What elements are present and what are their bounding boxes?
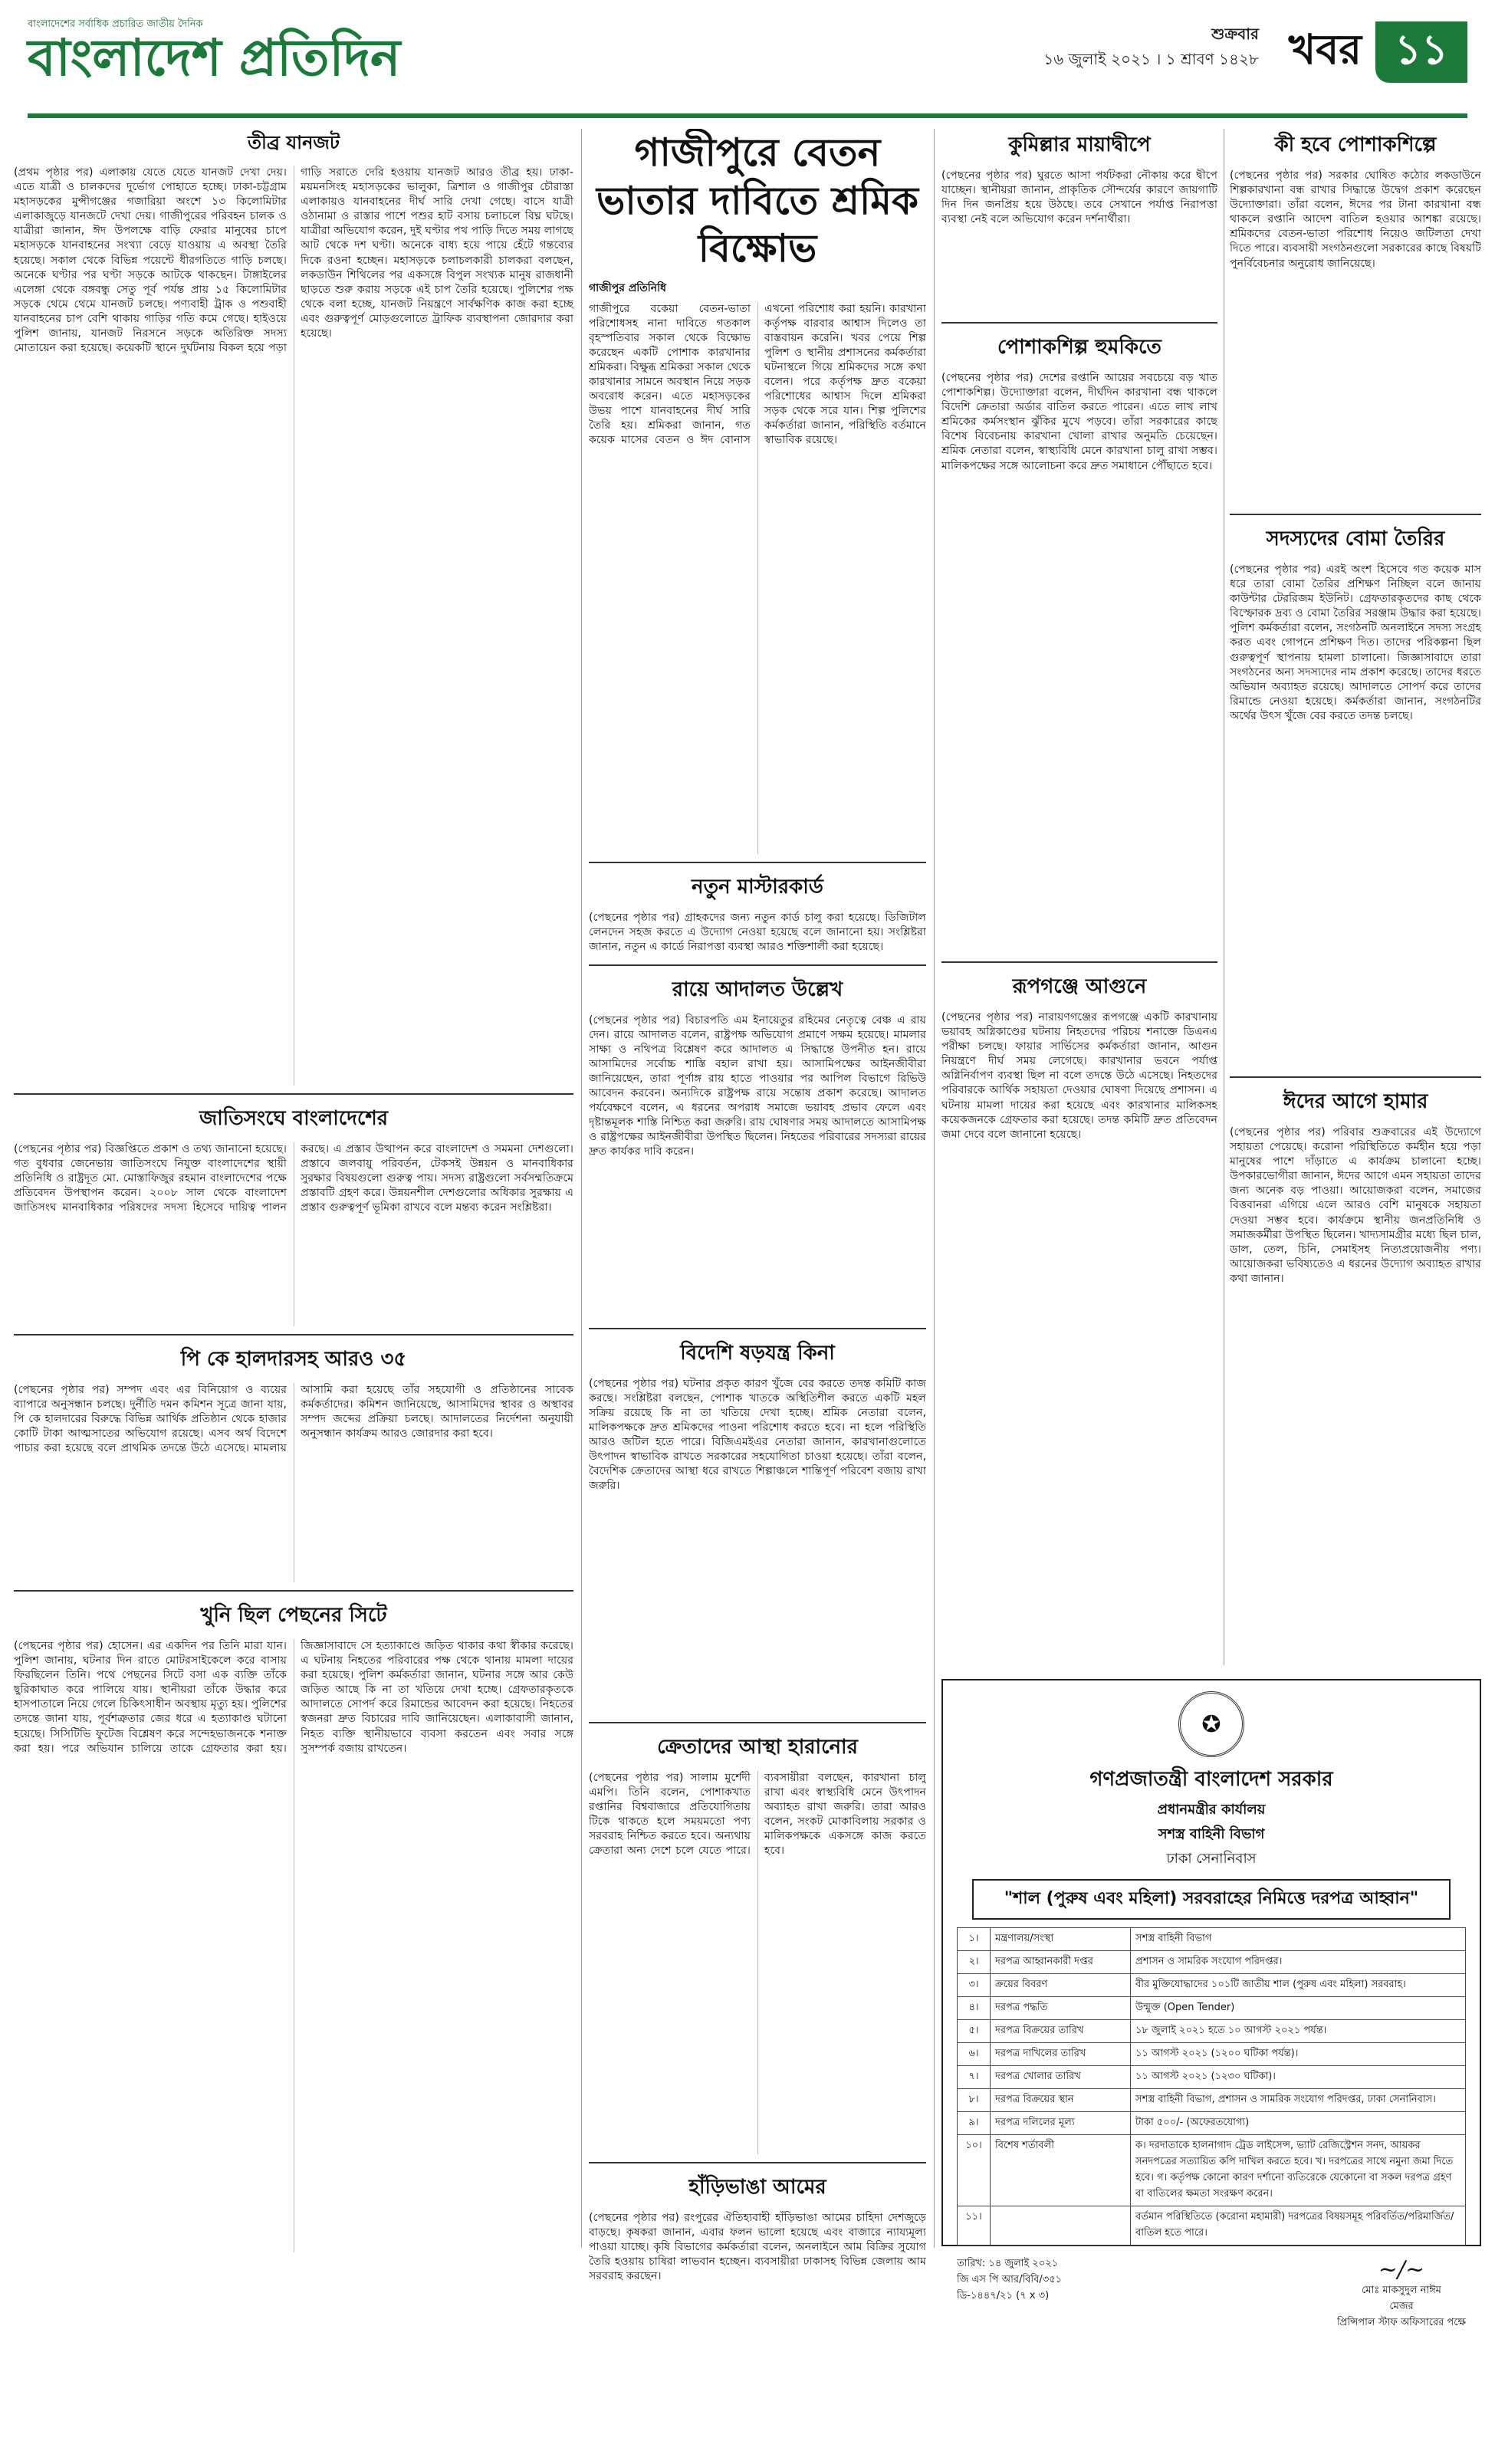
tender-row — [958, 2066, 1466, 2089]
column-rule — [581, 129, 582, 2248]
tender-cell-v: প্রশাসন ও সামরিক সংযোগ পরিদপ্তর। — [1131, 1951, 1466, 1974]
story-body: (পেছনের পৃষ্ঠার পর) ঘুরতে আসা পর্যটকরা নৌকায় করে দ্বীপে যাচ্ছেন। স্থানীয়রা জানান, প্রাকৃতিক সৌন্দর্যের কারণে জায়গাটি দিন দিন জনপ্রিয় হয়ে উঠছে। তবে সেখানে পর্যাপ্ত নিরাপত্তা ব্যবস্থা নেই বলে অভিযোগ করেন দর্শনার্থীরা। — [941, 169, 1217, 226]
tender-cell-n: ৪। — [958, 1997, 991, 2020]
story-headline: খুনি ছিল পেছনের সিটে — [200, 1604, 387, 1627]
divider — [589, 2162, 926, 2163]
story-headline: নতুন মাস্টারকার্ড — [692, 875, 823, 899]
story-headline: সদস্যদের বোমা তৈরির — [1266, 527, 1445, 550]
ad-ref: ডি-১৪৪৭/২১ (৭ x ৩) — [957, 2290, 1050, 2301]
tender-cell-n: ২। — [958, 1951, 991, 1974]
masthead-rule — [28, 113, 1467, 118]
tender-cell-k: বিশেষ শর্তাবলী — [991, 2135, 1131, 2206]
story-body: (পেছনের পৃষ্ঠার পর) বিজ্ঞপ্তিতে প্রকাশ ও তথ্য জানানো হয়েছে। গত বুধবার জেনেভায় জাতিসংঘে নিযুক্ত বাংলাদেশের স্থায়ী প্রতিনিধি ও রাষ্ট্রদূত মো. মোস্তাফিজুর রহমান বাংলাদেশের পক্ষে প্রতিবেদন উপস্থাপন করেন। ২০০৮ সাল থেকে বাংলাদেশ জাতিসংঘ মানবাধিকার পরিষদের সদস্য হিসেবে দায়িত্ব পালন করছে। এ প্রস্তাব উত্থাপন করে বাংলাদেশ ও সমমনা দেশগুলো। প্রস্তাবে জলবায়ু পরিবর্তন, টেকসই উন্নয়ন ও মানবাধিকার সুরক্ষার বিষয়গুলো গুরুত্ব পায়। সদস্য রাষ্ট্রগুলো সর্বসম্মতিক্রমে প্রস্তাবটি গ্রহণ করে। উন্নয়নশীল দেশগুলোর অধিকার সুরক্ষায় এ প্রস্তাব গুরুত্বপূর্ণ ভূমিকা রাখবে বলে মন্তব্য করেন সংশ্লিষ্টরা। — [14, 1143, 573, 1214]
tender-row — [958, 1997, 1466, 2020]
divider — [14, 1590, 573, 1592]
story-headline: হাঁড়িভাঙা আমের — [688, 2175, 826, 2199]
story-headline: বিদেশি ষড়যন্ত্র কিনা — [680, 1341, 835, 1365]
story-headline: ঈদের আগে হামার — [1283, 1090, 1428, 1113]
masthead — [14, 0, 1481, 123]
tender-cell-v: উন্মুক্ত (Open Tender) — [1131, 1997, 1466, 2020]
tender-cell-n: ১১। — [958, 2206, 991, 2246]
tender-cell-k: দরপত্র বিক্রয়ের স্থান — [991, 2089, 1131, 2112]
divider — [589, 862, 926, 863]
story-headline: জাতিসংঘে বাংলাদেশের — [199, 1107, 389, 1130]
divider — [14, 1334, 573, 1335]
tender-cell-v: ক। দরদাতাকে হালনাগাদ ট্রেড লাইসেন্স, ভ্যাট রেজিস্ট্রেশন সনদ, আয়কর সনদপত্রের সত্যায়িত কপি দাখিল করতে হবে। খ। দরপত্রের সাথে নমুনা জমা দিতে হবে। গ। কর্তৃপক্ষ কোনো কারণ দর্শানো ব্যতিরেকে যেকোনো বা সকল দরপত্র গ্রহণ বা বাতিলের ক্ষমতা সংরক্ষণ করেন। — [1131, 2135, 1466, 2206]
date-line — [1043, 23, 1259, 74]
story-mastercard — [589, 871, 926, 957]
story-rupganj — [941, 971, 1217, 1654]
government-seal-icon: ✪ — [1178, 1691, 1244, 1757]
tender-row — [958, 2112, 1466, 2135]
tender-cell-n: ৮। — [958, 2089, 991, 2112]
divider — [589, 1328, 926, 1329]
story-garments-threat — [941, 331, 1217, 954]
logo-block — [28, 17, 401, 87]
story-garments-future — [1230, 129, 1481, 506]
divider — [14, 1093, 573, 1095]
tender-row — [958, 2135, 1466, 2206]
story-mango — [589, 2171, 926, 2464]
divider — [941, 322, 1217, 324]
story-killer — [14, 1599, 573, 2252]
ad-ref: জি এস পি আর/বিবি/৩৫১ — [957, 2274, 1063, 2285]
tender-advertisement — [941, 1679, 1481, 2328]
tender-cell-k: দরপত্র পদ্ধতি — [991, 1997, 1131, 2020]
story-gazipur — [589, 129, 926, 854]
ad-banner: "শাল (পুরুষ এবং মহিলা) সরবরাহের নিমিত্তে দরপত্র আহ্বান" — [972, 1879, 1451, 1920]
ad-division: সশস্ত্র বাহিনী বিভাগ — [1158, 1826, 1265, 1842]
tender-table — [957, 1927, 1466, 2246]
story-comilla — [941, 129, 1217, 314]
tender-cell-k — [991, 2206, 1131, 2246]
story-body: (পেছনের পৃষ্ঠার পর) নারায়ণগঞ্জের রূপগঞ্জে একটি কারখানায় ভয়াবহ অগ্নিকাণ্ডের ঘটনায় নিহতদের পরিচয় শনাক্তে ডিএনএ পরীক্ষা চলছে। ফায়ার সার্ভিসের কর্মকর্তারা জানান, আগুন নিয়ন্ত্রণে দীর্ঘ সময় লেগেছে। কারখানার ভবনে পর্যাপ্ত অগ্নিনির্বাপণ ব্যবস্থা ছিল না বলে তদন্তে উঠে এসেছে। নিহতদের পরিবারকে আর্থিক সহায়তা দেওয়ার ঘোষণা দিয়েছে প্রশাসন। এ ঘটনায় মামলা দায়ের করা হয়েছে এবং কারখানার মালিকসহ কয়েকজনকে গ্রেফতার করা হয়েছে। তদন্ত কমিটি দ্রুত প্রতিবেদন জমা দেবে বলে জানানো হয়েছে। — [941, 1011, 1217, 1141]
tender-row — [958, 2043, 1466, 2066]
tender-cell-n: ৫। — [958, 2020, 991, 2043]
story-headline: পি কে হালদারসহ আরও ৩৫ — [180, 1348, 407, 1371]
ad-location: ঢাকা সেনানিবাস — [1166, 1851, 1257, 1867]
ad-date: তারিখ: ১৪ জুলাই ২০২১ — [957, 2258, 1059, 2269]
story-headline: তীব্র যানজট — [248, 132, 340, 153]
story-verdict — [589, 974, 926, 1320]
story-body: (পেছনের পৃষ্ঠার পর) ঘটনার প্রকৃত কারণ খুঁজে বের করতে তদন্ত কমিটি কাজ করছে। সংশ্লিষ্টরা বলছেন, পোশাক খাতকে অস্থিতিশীল করতে একটি মহল সক্রিয় রয়েছে কি না তা খতিয়ে দেখা হচ্ছে। শ্রমিক নেতারা বলেন, মালিকপক্ষকে দ্রুত শ্রমিকদের পাওনা পরিশোধ করতে হবে। না হলে পরিস্থিতি আরও জটিল হতে পারে। বিজিএমইএর নেতারা জানান, কারখানাগুলোতে উৎপাদন স্বাভাবিক রাখতে সরকারের সহযোগিতা চাওয়া হয়েছে। তাঁরা বলেন, বৈদেশিক ক্রেতাদের আস্থা ধরে রাখতে শিল্পাঞ্চলে শান্তিপূর্ণ পরিবেশ বজায় রাখা জরুরি। — [589, 1377, 926, 1493]
weekday: শুক্রবার — [1211, 25, 1259, 43]
column-2 — [589, 129, 926, 2464]
divider — [1230, 1076, 1481, 1078]
story-body: (পেছনের পৃষ্ঠার পর) রংপুরের ঐতিহ্যবাহী হাঁড়িভাঙা আমের চাহিদা দেশজুড়ে বাড়ছে। কৃষকরা জানান, এবার ফলন ভালো হয়েছে এবং বাজারে ন্যায্যমূল্য পাওয়া যাচ্ছে। কৃষি বিভাগের কর্মকর্তারা বলেন, অনলাইনে আম বিক্রির সুযোগ তৈরি হওয়ায় চাষিরা লাভবান হচ্ছেন। ব্যবসায়ীরা ঢাকাসহ বিভিন্ন জেলায় আম সরবরাহ করছেন। — [589, 2211, 926, 2282]
tender-cell-k: দরপত্র আহ্বানকারী দপ্তর — [991, 1951, 1131, 1974]
story-headline: রায়ে আদালত উল্লেখ — [672, 977, 843, 1001]
story-body: (পেছনের পৃষ্ঠার পর) পরিবার শুক্রবারের এই উদ্যোগে সহায়তা পেয়েছে। করোনা পরিস্থিতিতে কর্মহীন হয়ে পড়া মানুষের পাশে দাঁড়াতে এ কার্যক্রম চালানো হচ্ছে। উপকারভোগীরা জানান, ঈদের আগে এমন সহায়তা তাদের জন্য অনেক বড় পাওয়া। আয়োজকরা বলেন, সমাজের বিত্তবানরা এগিয়ে এলে আরও বেশি মানুষকে সহায়তা দেওয়া সম্ভব হবে। কার্যক্রমে স্থানীয় জনপ্রতিনিধি ও সমাজকর্মীরা উপস্থিত ছিলেন। খাদ্যসামগ্রীর মধ্যে ছিল চাল, ডাল, তেল, চিনি, সেমাইসহ নিত্যপ্রয়োজনীয় পণ্য। আয়োজকরা ভবিষ্যতেও এ ধরনের উদ্যোগ অব্যাহত রাখার কথা জানান। — [1230, 1126, 1481, 1285]
story-body: গাজীপুরে বকেয়া বেতন-ভাতা পরিশোধসহ নানা দাবিতে গতকাল বৃহস্পতিবার সকাল থেকে বিক্ষোভ করেছেন একটি পোশাক কারখানার শ্রমিকরা। বিক্ষুব্ধ শ্রমিকরা সকাল থেকে কারখানার সামনে অবস্থান নিয়ে সড়ক অবরোধ করেন। এতে মহাসড়কের উভয় পাশে যানবাহনের দীর্ঘ সারি তৈরি হয়। শ্রমিকরা জানান, গত কয়েক মাসের বেতন ও ঈদ বোনাস এখনো পরিশোধ করা হয়নি। কারখানা কর্তৃপক্ষ বারবার আশ্বাস দিলেও তা বাস্তবায়ন করেনি। খবর পেয়ে শিল্প পুলিশ ও স্থানীয় প্রশাসনের কর্মকর্তারা ঘটনাস্থলে গিয়ে শ্রমিকদের সঙ্গে কথা বলেন। পরে কর্তৃপক্ষ দ্রুত বকেয়া পরিশোধের আশ্বাস দিলে শ্রমিকরা সড়ক থেকে সরে যান। শিল্প পুলিশের কর্মকর্তারা জানান, পরিস্থিতি বর্তমানে স্বাভাবিক রয়েছে। — [589, 302, 926, 447]
story-body: (প্রথম পৃষ্ঠার পর) এলাকায় যেতে যেতে যানজট দেখা দেয়। এতে যাত্রী ও চালকদের দুর্ভোগ পোহাতে হচ্ছে। ঢাকা-চট্টগ্রাম মহাসড়কের মুন্সীগঞ্জের গজারিয়া অংশে ১৩ কিলোমিটার এলাকাজুড়ে যানজটে দেখা দেয়। গাজীপুরের পরিবহন চালক ও যাত্রীরা জানান, ঈদ উপলক্ষে বাড়ি ফেরার মানুষের চাপে মহাসড়কে যানবাহনের সংখ্যা বেড়ে যাওয়ায় এ অবস্থা তৈরি হয়েছে। সকাল থেকে বিভিন্ন পয়েন্টে ধীরগতিতে গাড়ি চলছে। অনেকে ঘণ্টার পর ঘণ্টা সড়কে আটকে থাকছেন। টাঙ্গাইলের এলেঙ্গা থেকে বঙ্গবন্ধু সেতু পূর্ব পর্যন্ত প্রায় ১৫ কিলোমিটার সড়কে থেমে থেমে যানজট চলছে। পণ্যবাহী ট্রাক ও পশুবাহী যানবাহনের চাপ বেশি থাকায় গাড়ির গতি কমে গেছে। হাইওয়ে পুলিশ জানায়, যানজট নিরসনে সড়কে অতিরিক্ত সদস্য মোতায়েন করা হয়েছে। কয়েকটি স্থানে দুর্ঘটনায় বিকল হয়ে পড়া গাড়ি সরাতে দেরি হওয়ায় যানজট আরও তীব্র হয়। ঢাকা-ময়মনসিংহ মহাসড়কের ভালুকা, ত্রিশাল ও গাজীপুর চৌরাস্তা এলাকায়ও যানবাহনের দীর্ঘ সারি দেখা গেছে। বাসে যাত্রী ওঠানামা ও রাস্তার পাশে পশুর হাট বসায় চলাচলে বিঘ্ন ঘটছে। যাত্রীরা অভিযোগ করেন, দুই ঘণ্টার পথ পাড়ি দিতে সময় লাগছে আট থেকে দশ ঘণ্টা। অনেকে বাধ্য হয়ে পায়ে হেঁটে গন্তব্যের দিকে রওনা হচ্ছেন। মহাসড়কে চলাচলকারী চালকরা বলছেন, লকডাউন শিথিলের পর একসঙ্গে বিপুল সংখ্যক মানুষ রাজধানী ছাড়তে শুরু করায় সড়কে এই চাপ তৈরি হয়েছে। পুলিশের পক্ষ থেকে বলা হচ্ছে, যানজট নিয়ন্ত্রণে সার্বক্ষণিক কাজ করা হচ্ছে এবং গুরুত্বপূর্ণ মোড়গুলোতে ট্রাফিক ব্যবস্থাপনা জোরদার করা হয়েছে। — [14, 166, 573, 355]
tender-cell-v: বর্তমান পরিস্থিতিতে (করোনা মহামারী) দরপত্রের বিষয়সমূহ পরিবর্তিত/পরিমার্জিত/বাতিল হতে পারে। — [1131, 2206, 1466, 2246]
tender-cell-v: ১৮ জুলাই ২০২১ হতে ১০ আগস্ট ২০২১ পর্যন্ত। — [1131, 2020, 1466, 2043]
story-bomb — [1230, 523, 1481, 1069]
newspaper-logo: বাংলাদেশ প্রতিদিন — [28, 28, 401, 87]
tender-row — [958, 1974, 1466, 1997]
tender-cell-k: দরপত্র দলিলের মূল্য — [991, 2112, 1131, 2135]
story-body: (পেছনের পৃষ্ঠার পর) হোসেন। এর একদিন পর তিনি মারা যান। পুলিশ জানায়, ঘটনার দিন রাতে মোটরসাইকেলে করে বাসায় ফিরছিলেন তিনি। পথে পেছনের সিটে বসা এক ব্যক্তি তাঁকে ছুরিকাঘাত করে পালিয়ে যায়। স্থানীয়রা তাঁকে উদ্ধার করে হাসপাতালে নিয়ে গেলে চিকিৎসাধীন অবস্থায় মৃত্যু হয়। পুলিশের তদন্তে জানা যায়, পূর্বশত্রুতার জের ধরে এ হত্যাকাণ্ড ঘটানো হয়েছে। সিসিটিভি ফুটেজ বিশ্লেষণ করে সন্দেহভাজনকে শনাক্ত করা হয়। পরে অভিযান চালিয়ে তাকে গ্রেফতার করা হয়। জিজ্ঞাসাবাদে সে হত্যাকাণ্ডে জড়িত থাকার কথা স্বীকার করেছে। এ ঘটনায় নিহতের পরিবারের পক্ষ থেকে থানায় মামলা দায়ের করা হয়েছে। পুলিশ কর্মকর্তারা জানান, ঘটনার সঙ্গে আর কেউ জড়িত আছে কি না তা খতিয়ে দেখা হচ্ছে। গ্রেফতারকৃতকে আদালতে সোপর্দ করে রিমান্ডের আবেদন করা হয়েছে। নিহতের স্বজনরা দ্রুত বিচারের দাবি জানিয়েছেন। এলাকাবাসী জানান, নিহত ব্যক্তি স্থানীয়ভাবে ব্যবসা করতেন এবং সবার সঙ্গে সুসম্পর্ক বজায় রাখতেন। — [14, 1640, 573, 1755]
divider — [589, 964, 926, 966]
story-pk-halder — [14, 1343, 573, 1582]
ad-footer — [957, 2256, 1466, 2331]
story-body: (পেছনের পৃষ্ঠার পর) সরকার ঘোষিত কঠোর লকডাউনে শিল্পকারখানা বন্ধ রাখার সিদ্ধান্তে উদ্বেগ প্রকাশ করেছেন উদ্যোক্তারা। তাঁরা বলেন, ঈদের পর টানা কারখানা বন্ধ থাকলে রপ্তানি আদেশ বাতিল হওয়ার আশঙ্কা রয়েছে। শ্রমিকদের বেতন-ভাতা পরিশোধ নিয়েও জটিলতা দেখা দিতে পারে। ব্যবসায়ী সংগঠনগুলো সরকারের কাছে বিষয়টি পুনর্বিবেচনার অনুরোধ জানিয়েছে। — [1230, 169, 1481, 270]
ad-office: প্রধানমন্ত্রীর কার্যালয় — [1157, 1802, 1266, 1818]
tender-cell-v: বীর মুক্তিযোদ্ধাদের ১০১টি জাতীয় শাল (পুরুষ এবং মহিলা) সরবরাহ। — [1131, 1974, 1466, 1997]
tender-cell-n: ১। — [958, 1928, 991, 1951]
story-headline: কী হবে পোশাকশিল্পে — [1274, 133, 1437, 156]
story-body: (পেছনের পৃষ্ঠার পর) বিচারপতি এম ইনায়েতুর রহিমের নেতৃত্বে বেঞ্চ এ রায় দেন। রায়ে আদালত বলেন, রাষ্ট্রপক্ষ অভিযোগ প্রমাণে সক্ষম হয়েছে। মামলার সাক্ষ্য ও নথিপত্র বিশ্লেষণ করে আদালত এ সিদ্ধান্তে উপনীত হন। রায়ে আসামিদের সর্বোচ্চ শাস্তি বহাল রাখা হয়। আসামিপক্ষের আইনজীবীরা জানিয়েছেন, তারা পূর্ণাঙ্গ রায় হাতে পাওয়ার পর আপিল বিভাগে রিভিউ আবেদন করবেন। অন্যদিকে রাষ্ট্রপক্ষ রায়ে সন্তোষ প্রকাশ করেছে। আদালত পর্যবেক্ষণে বলেন, এ ধরনের অপরাধ সমাজে ভয়াবহ প্রভাব ফেলে এবং দৃষ্টান্তমূলক শাস্তি নিশ্চিত করা জরুরি। রায় ঘোষণার সময় আদালতে আসামিপক্ষ ও রাষ্ট্রপক্ষের আইনজীবীরা উপস্থিত ছিলেন। নিহতের পরিবারের সদস্যরা রায়ের দ্রুত কার্যকর দাবি করেন। — [589, 1014, 926, 1158]
tender-row — [958, 2020, 1466, 2043]
tender-cell-v: সশস্ত্র বাহিনী বিভাগ — [1131, 1928, 1466, 1951]
tender-cell-k: দরপত্র দাখিলের তারিখ — [991, 2043, 1131, 2066]
story-body: (পেছনের পৃষ্ঠার পর) সালাম মুর্শেদী এমপি। তিনি বলেন, পোশাকখাত রপ্তানির বিশ্ববাজারে প্রতিযোগিতায় টিকে থাকতে হলে সময়মতো পণ্য সরবরাহ নিশ্চিত করতে হবে। অন্যথায় ক্রেতারা অন্য দেশে চলে যেতে পারে। ব্যবসায়ীরা বলছেন, কারখানা চালু রাখা এবং স্বাস্থ্যবিধি মেনে উৎপাদন অব্যাহত রাখা জরুরি। তারা আরও বলেন, সংকট মোকাবিলায় সরকার ও মালিকপক্ষকে একসঙ্গে কাজ করতে হবে। — [589, 1771, 926, 1857]
tender-cell-v: ১১ আগস্ট ২০২১ (১২৩০ ঘটিকা)। — [1131, 2066, 1466, 2089]
byline: গাজীপুর প্রতিনিধি — [589, 281, 667, 294]
story-eid — [1230, 1086, 1481, 1677]
story-headline: ক্রেতাদের আস্থা হারানোর — [657, 1735, 858, 1759]
story-un — [14, 1102, 573, 1326]
tender-cell-k: মন্ত্রণালয়/সংস্থা — [991, 1928, 1131, 1951]
divider — [941, 961, 1217, 963]
story-headline: রূপগঞ্জে আগুনে — [1012, 975, 1147, 998]
tender-cell-k: ক্রয়ের বিবরণ — [991, 1974, 1131, 1997]
logo-tagline: বাংলাদেশের সর্বাধিক প্রচারিত জাতীয় দৈনিক — [28, 18, 203, 30]
column-4 — [1230, 129, 1481, 1677]
story-body: (পেছনের পৃষ্ঠার পর) গ্রাহকদের জন্য নতুন কার্ড চালু করা হয়েছে। ডিজিটাল লেনদেন সহজ করতে এ উদ্যোগ নেওয়া হয়েছে বলে জানানো হয়। সংশ্লিষ্টরা জানান, নতুন এ কার্ডে নিরাপত্তা ব্যবস্থা আরও শক্তিশালী করা হয়েছে। — [589, 911, 926, 953]
story-headline: কুমিল্লার মায়াদ্বীপে — [1008, 133, 1151, 156]
tender-cell-n: ১০। — [958, 2135, 991, 2206]
signer-rank: মেজর — [1389, 2301, 1414, 2312]
page-number: ১১ — [1375, 21, 1467, 83]
tender-cell-v: টাকা ৫০০/- (অফেরতযোগ্য) — [1131, 2112, 1466, 2135]
tender-cell-n: ৭। — [958, 2066, 991, 2089]
tender-cell-k: দরপত্র খোলার তারিখ — [991, 2066, 1131, 2089]
tender-cell-n: ৩। — [958, 1974, 991, 1997]
tender-row — [958, 1928, 1466, 1951]
tender-cell-v: সশস্ত্র বাহিনী বিভাগ, প্রশাসন ও সামরিক সংযোগ পরিদপ্তর, ঢাকা সেনানিবাস। — [1131, 2089, 1466, 2112]
tender-cell-n: ৯। — [958, 2112, 991, 2135]
date: ১৬ জুলাই ২০২১ । ১ শ্রাবণ ১৪২৮ — [1043, 50, 1259, 68]
tender-cell-k: দরপত্র বিক্রয়ের তারিখ — [991, 2020, 1131, 2043]
story-body: (পেছনের পৃষ্ঠার পর) এরই অংশ হিসেবে গত কয়েক মাস ধরে তারা বোমা তৈরির প্রশিক্ষণ নিচ্ছিল বলে জানায় কাউন্টার টেররিজম ইউনিট। গ্রেফতারকৃতদের কাছ থেকে বিস্ফোরক দ্রব্য ও বোমা তৈরির সরঞ্জাম উদ্ধার করা হয়েছে। পুলিশ কর্মকর্তারা বলেন, সংগঠনটি অনলাইনে সদস্য সংগ্রহ করত এবং গোপনে প্রশিক্ষণ দিত। তাদের পরিকল্পনা ছিল গুরুত্বপূর্ণ স্থাপনায় হামলা চালানো। জিজ্ঞাসাবাদে তারা সংগঠনের অন্য সদস্যদের নাম প্রকাশ করেছে। তাদের ধরতে অভিযান অব্যাহত রয়েছে। আদালতে সোপর্দ করে তাদের রিমান্ডে নেওয়া হয়েছে। কর্মকর্তারা জানান, সংগঠনটির অর্থের উৎস খুঁজে বের করতে তদন্ত চলছে। — [1230, 563, 1481, 722]
ad-ref-block — [957, 2256, 1062, 2331]
story-buyers — [589, 1731, 926, 2154]
tender-row — [958, 2089, 1466, 2112]
lead-headline: গাজীপুরে বেতন ভাতার দাবিতে শ্রমিক বিক্ষোভ — [596, 130, 918, 271]
story-traffic — [14, 129, 573, 1086]
story-body: (পেছনের পৃষ্ঠার পর) দেশের রপ্তানি আয়ের সবচেয়ে বড় খাত পোশাকশিল্প। উদ্যোক্তারা বলেন, দীর্ঘদিন কারখানা বন্ধ থাকলে বিদেশি ক্রেতারা অর্ডার বাতিল করতে পারেন। এতে লাখ লাখ শ্রমিকের কর্মসংস্থান ঝুঁকির মুখে পড়বে। তাঁরা সরকারের কাছে বিশেষ বিবেচনায় কারখানা খোলা রাখার অনুমতি চেয়েছেন। শ্রমিক নেতারা বলেন, স্বাস্থ্যবিধি মেনে কারখানা চালু রাখা সম্ভব। মালিকপক্ষের সঙ্গে আলোচনা করে দ্রুত সমাধানে পৌঁছাতে হবে। — [941, 372, 1217, 472]
divider — [1230, 514, 1481, 515]
signature-icon: ~/~ — [1378, 2256, 1425, 2283]
tender-cell-n: ৬। — [958, 2043, 991, 2066]
story-headline: পোশাকশিল্প হুমকিতে — [997, 336, 1162, 359]
story-conspiracy — [589, 1337, 926, 1714]
column-1 — [14, 129, 573, 2252]
tender-row — [958, 2206, 1466, 2246]
tender-cell-v: ১১ আগস্ট ২০২১ (১২০০ ঘটিকা পর্যন্ত)। — [1131, 2043, 1466, 2066]
column-3 — [941, 129, 1217, 1654]
ad-title: গণপ্রজাতন্ত্রী বাংলাদেশ সরকার — [1089, 1768, 1333, 1791]
signer-office: প্রিন্সিপাল স্টাফ অফিসারের পক্ষে — [1336, 2317, 1466, 2328]
divider — [589, 1722, 926, 1723]
column-rule — [934, 129, 935, 2248]
section-name: খবর — [1288, 25, 1362, 74]
story-body: (পেছনের পৃষ্ঠার পর) সম্পদ এবং এর বিনিয়োগ ও ব্যয়ের ব্যাপারে অনুসন্ধান চলছে। দুর্নীতি দমন কমিশন সূত্রে জানা যায়, পি কে হালদারের বিরুদ্ধে বিভিন্ন আর্থিক প্রতিষ্ঠান থেকে হাজার কোটি টাকা আত্মসাতের অভিযোগ রয়েছে। এসব অর্থ বিদেশে পাচার করা হয়েছে বলে প্রাথমিক তদন্তে উঠে এসেছে। মামলায় আসামি করা হয়েছে তাঁর সহযোগী ও প্রতিষ্ঠানের সাবেক কর্মকর্তাদের। কমিশন জানিয়েছে, আসামিদের স্থাবর ও অস্থাবর সম্পদ জব্দের প্রক্রিয়া চলছে। আদালতের নির্দেশনা অনুযায়ী অনুসন্ধান কার্যক্রম আরও জোরদার করা হবে। — [14, 1384, 573, 1455]
tender-row — [958, 1951, 1466, 1974]
signer-name: মোঃ মাকসুদুল নাঈম — [1362, 2285, 1441, 2296]
signature-block — [1337, 2256, 1466, 2331]
section-box — [1275, 21, 1467, 83]
